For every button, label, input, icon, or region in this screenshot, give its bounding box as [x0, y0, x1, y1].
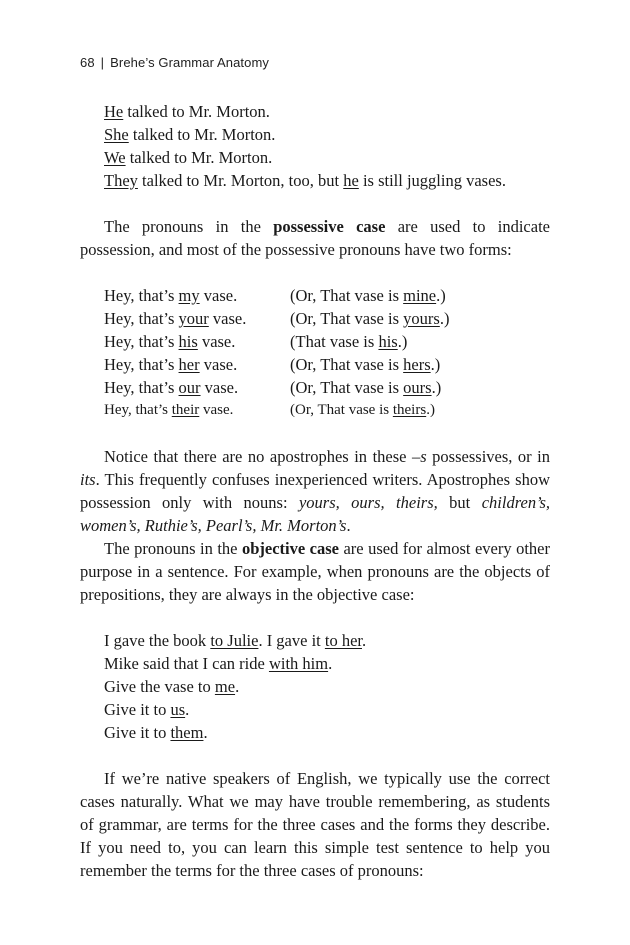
possessive-examples — [80, 284, 550, 422]
possessive-pair — [104, 284, 550, 307]
paragraph-text: are used to indicate possession, and most of the possessive pronouns have two forms: — [80, 217, 550, 259]
cases-terms-paragraph: If we’re native speakers of English, we typically use the correct cases naturally. What we may have trouble remembering, as students of grammar, are terms for the three cases and the forms they describe. If you need to, you can learn this simple test sentence to help you remember the terms for the three cases of pronouns: — [80, 769, 550, 880]
example-text: is still juggling vases. — [358, 171, 506, 190]
objective-examples — [80, 629, 550, 744]
possessive-determiner: Hey, that’s her vase. — [104, 355, 238, 374]
underlined-pronoun: We — [104, 148, 126, 167]
possessive-pair — [104, 330, 550, 353]
possessive-pronoun: (That vase is his.) — [290, 332, 408, 351]
example-line: I gave the book to Julie. I gave it to her. — [104, 631, 367, 650]
example-line: Mike said that I can ride with him. — [104, 654, 333, 673]
possessive-determiner: Hey, that’s his vase. — [104, 332, 236, 351]
underlined-pronoun: She — [104, 125, 129, 144]
example-line — [104, 123, 550, 146]
possessive-pronoun: (Or, That vase is mine.) — [290, 286, 446, 305]
possessive-determiner: Hey, that’s their vase. — [104, 402, 234, 418]
possessive-pair — [104, 307, 550, 330]
book-title: Brehe’s Grammar Anatomy — [110, 55, 269, 70]
example-line — [104, 100, 550, 123]
header-separator: | — [100, 55, 105, 70]
possessive-pronoun: (Or, That vase is yours.) — [290, 309, 450, 328]
subjective-examples — [80, 100, 550, 192]
possessive-pronoun: (Or, That vase is theirs.) — [290, 402, 435, 418]
page-number: 68 — [80, 55, 95, 70]
apostrophe-notice-paragraph: Notice that there are no apostrophes in these –s possessives, or in its. This frequently confuses inexperienced writers. Apostrophes show possession only with nouns: yours, ours, theirs, but children’s, women’s, Ruthie’s, Pearl’s, Mr. Morton’s. — [80, 447, 550, 535]
possessive-pronoun: (Or, That vase is hers.) — [290, 355, 441, 374]
possessive-pair — [104, 399, 550, 422]
underlined-pronoun: He — [104, 102, 124, 121]
possessive-case-paragraph — [80, 215, 550, 261]
example-line: Give the vase to me. — [104, 677, 240, 696]
example-text: talked to Mr. Morton. — [128, 125, 276, 144]
term-possessive-case: possessive case — [273, 217, 386, 236]
example-text: talked to Mr. Morton. — [125, 148, 273, 167]
example-line — [104, 146, 550, 169]
example-text: talked to Mr. Morton. — [123, 102, 270, 121]
example-line: Give it to them. — [104, 723, 208, 742]
possessive-pair — [104, 376, 550, 399]
possessive-pronoun: (Or, That vase is ours.) — [290, 378, 442, 397]
example-line — [104, 169, 550, 192]
underlined-pronoun: he — [343, 171, 359, 190]
running-header — [80, 55, 269, 70]
paragraph-text: The pronouns in the — [104, 217, 274, 236]
possessive-pair — [104, 353, 550, 376]
possessive-determiner: Hey, that’s our vase. — [104, 378, 239, 397]
page-body — [80, 100, 550, 882]
objective-case-paragraph: The pronouns in the objective case are used for almost every other purpose in a sentence. For example, when pronouns are the objects of prepositions, they are always in the objective case: — [80, 539, 550, 604]
possessive-determiner: Hey, that’s your vase. — [104, 309, 247, 328]
example-line: Give it to us. — [104, 700, 190, 719]
term-objective-case: objective case — [241, 539, 339, 558]
possessive-determiner: Hey, that’s my vase. — [104, 286, 238, 305]
underlined-pronoun: They — [104, 171, 138, 190]
example-text: talked to Mr. Morton, too, but — [137, 171, 344, 190]
